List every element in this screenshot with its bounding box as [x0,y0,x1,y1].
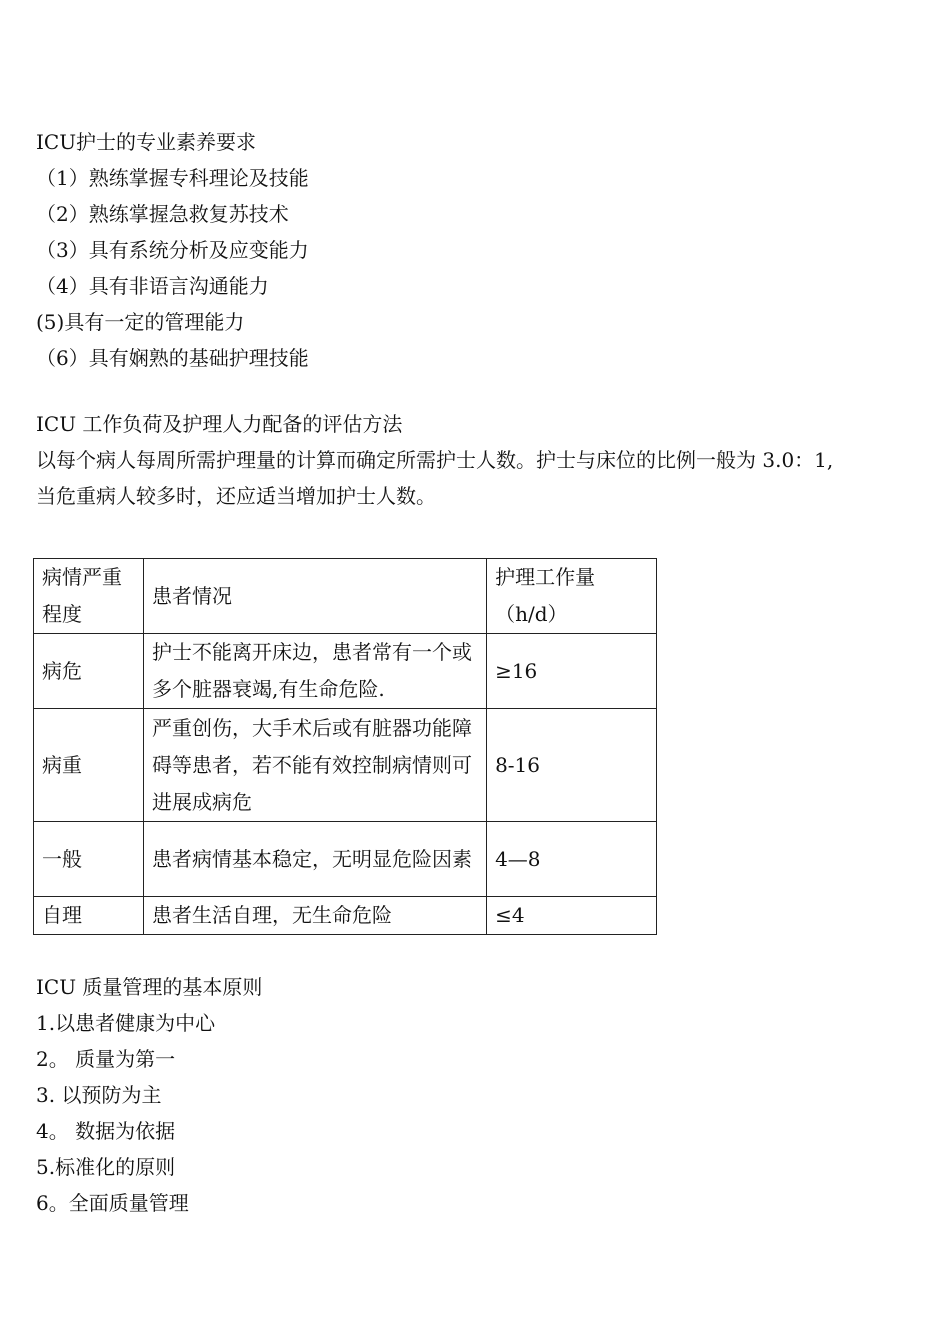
table-row [34,897,657,935]
list-item: 5.标准化的原则 [36,1155,176,1179]
table-row [34,634,657,709]
section-professional-requirements [36,124,309,376]
cell-level: 病危 [34,634,144,709]
list-item: （1）熟练掌握专科理论及技能 [36,166,309,190]
list-item: (5)具有一定的管理能力 [36,310,245,334]
list-item: 1.以患者健康为中心 [36,1011,216,1035]
header-severity: 病情严重 程度 [34,559,144,634]
cell-condition: 护士不能离开床边，患者常有一个或多个脏器衰竭,有生命危险. [144,634,487,709]
section-title: ICU 工作负荷及护理人力配备的评估方法 [36,412,403,436]
cell-workload: 4—8 [487,822,657,897]
paragraph-line: 以每个病人每周所需护理量的计算而确定所需护士人数。护士与床位的比例一般为 3.0：1, [36,448,834,472]
cell-workload: 8-16 [487,709,657,822]
section-workload-assessment [36,406,833,514]
list-item: （4）具有非语言沟通能力 [36,274,269,298]
list-item: （6）具有娴熟的基础护理技能 [36,346,309,370]
cell-condition: 严重创伤，大手术后或有脏器功能障碍等患者，若不能有效控制病情则可进展成病危 [144,709,487,822]
section-title: ICU 质量管理的基本原则 [36,975,263,999]
paragraph-line: 当危重病人较多时，还应适当增加护士人数。 [36,484,436,508]
header-workload: 护理工作量 （h/d） [487,559,657,634]
cell-level: 病重 [34,709,144,822]
cell-level: 一般 [34,822,144,897]
list-item: （2）熟练掌握急救复苏技术 [36,202,289,226]
cell-condition: 患者病情基本稳定，无明显危险因素 [144,822,487,897]
header-condition: 患者情况 [144,559,487,634]
list-item: 6。全面质量管理 [36,1191,189,1215]
section-title: ICU护士的专业素养要求 [36,130,257,154]
table-row [34,822,657,897]
list-item: （3）具有系统分析及应变能力 [36,238,309,262]
list-item: 2。 质量为第一 [36,1047,176,1071]
section-quality-management [36,969,262,1221]
table-header-row [34,559,657,634]
cell-workload: ≥16 [487,634,657,709]
table-row [34,709,657,822]
cell-condition: 患者生活自理，无生命危险 [144,897,487,935]
cell-level: 自理 [34,897,144,935]
list-item: 4。 数据为依据 [36,1119,176,1143]
workload-table [33,558,657,935]
cell-workload: ≤4 [487,897,657,935]
list-item: 3. 以预防为主 [36,1083,162,1107]
